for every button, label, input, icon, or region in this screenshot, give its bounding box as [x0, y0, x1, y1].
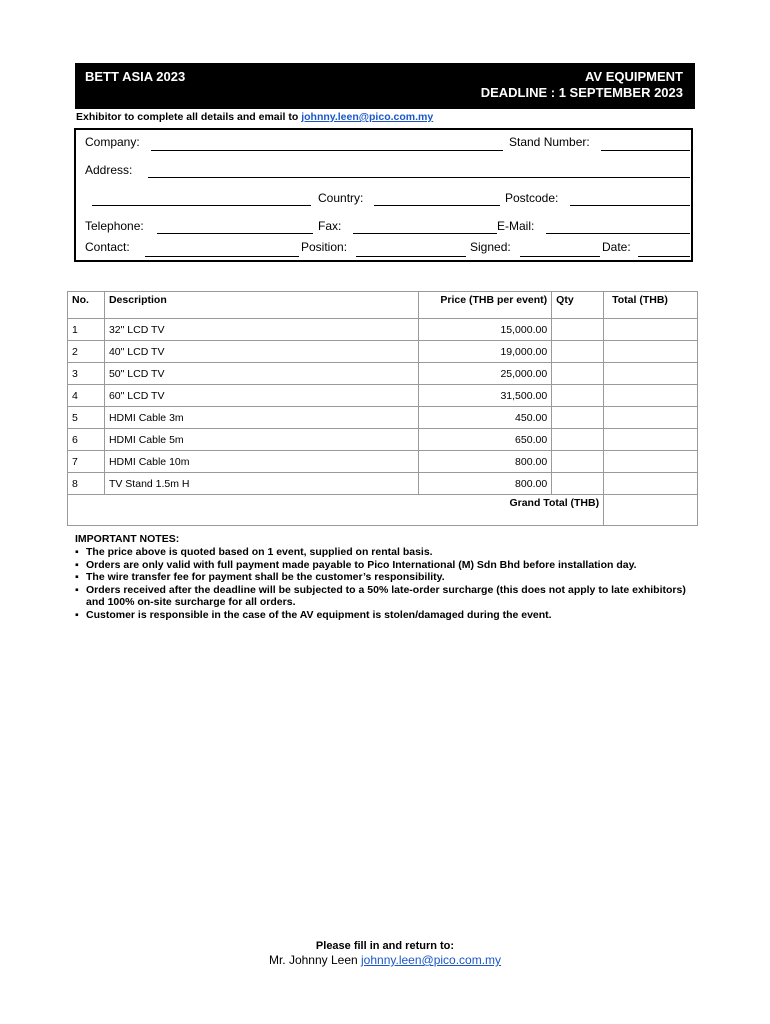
row-total-cell[interactable] — [604, 341, 698, 363]
note-text: The price above is quoted based on 1 event, supplied on rental basis. — [86, 546, 433, 558]
exhibitor-form — [74, 128, 693, 262]
note-text: Customer is responsible in the case of the AV equipment is stolen/damaged during the event. — [86, 608, 552, 621]
instruction — [76, 111, 433, 123]
telephone-field[interactable] — [157, 233, 313, 234]
note-item — [75, 609, 705, 622]
address-field-2[interactable] — [92, 205, 311, 206]
row-description: HDMI Cable 3m — [104, 407, 418, 429]
header-qty: Qty — [552, 292, 604, 319]
email-field[interactable] — [546, 233, 690, 234]
row-qty-cell[interactable] — [552, 341, 604, 363]
notes-list — [75, 546, 705, 621]
row-price: 450.00 — [419, 407, 552, 429]
deadline: DEADLINE : 1 SEPTEMBER 2023 — [480, 85, 683, 100]
contact-label: Contact: — [85, 240, 130, 254]
row-price: 25,000.00 — [419, 363, 552, 385]
bullet-icon: ▪ — [75, 571, 79, 583]
row-qty-cell[interactable] — [552, 407, 604, 429]
grand-total-label: Grand Total (THB) — [68, 495, 604, 526]
address-label: Address: — [85, 163, 133, 177]
signed-label: Signed: — [470, 240, 511, 254]
note-item — [75, 559, 705, 572]
row-price: 800.00 — [419, 451, 552, 473]
table-row — [68, 407, 698, 429]
telephone-label: Telephone: — [85, 219, 144, 233]
note-item — [75, 584, 705, 609]
footer-contact — [0, 953, 770, 967]
row-qty-cell[interactable] — [552, 363, 604, 385]
row-qty-cell[interactable] — [552, 473, 604, 495]
row-description: HDMI Cable 10m — [104, 451, 418, 473]
row-qty-cell[interactable] — [552, 319, 604, 341]
fax-label: Fax: — [318, 219, 342, 233]
row-description: 32" LCD TV — [104, 319, 418, 341]
note-text: The wire transfer fee for payment shall be the customer’s responsibility. — [86, 571, 445, 583]
row-price: 650.00 — [419, 429, 552, 451]
table-row — [68, 319, 698, 341]
row-no: 8 — [68, 473, 105, 495]
row-description: 40" LCD TV — [104, 341, 418, 363]
category-title: AV EQUIPMENT — [585, 69, 683, 84]
footer-instruction: Please fill in and return to: — [315, 940, 455, 952]
row-no: 4 — [68, 385, 105, 407]
postcode-label: Postcode: — [505, 191, 559, 205]
note-item — [75, 546, 705, 559]
bullet-icon: ▪ — [75, 558, 79, 571]
bullet-icon: ▪ — [75, 583, 79, 596]
row-qty-cell[interactable] — [552, 385, 604, 407]
note-text: Orders received after the deadline will be subjected to a 50% late-order surcharge (this does not apply to late exhibitors) and 100% on-site surcharge for all orders. — [86, 583, 686, 608]
grand-total-cell[interactable] — [604, 495, 698, 526]
row-description: 60" LCD TV — [104, 385, 418, 407]
bullet-icon: ▪ — [75, 546, 79, 558]
table-row — [68, 451, 698, 473]
row-description: 50" LCD TV — [104, 363, 418, 385]
address-field-1[interactable] — [148, 177, 690, 178]
row-total-cell[interactable] — [604, 319, 698, 341]
footer-name: Mr. Johnny Leen — [268, 953, 362, 967]
row-no: 7 — [68, 451, 105, 473]
row-no: 5 — [68, 407, 105, 429]
note-text: Orders are only valid with full payment made payable to Pico International (M) Sdn Bhd before installation day. — [86, 558, 637, 571]
company-label: Company: — [85, 135, 140, 149]
email-label: E-Mail: — [497, 219, 535, 233]
row-qty-cell[interactable] — [552, 451, 604, 473]
country-label: Country: — [318, 191, 364, 205]
country-field[interactable] — [374, 205, 500, 206]
position-field[interactable] — [356, 256, 466, 257]
table-row — [68, 341, 698, 363]
stand-number-label: Stand Number: — [509, 135, 590, 149]
footer-email-link[interactable]: johnny.leen@pico.com.my — [361, 953, 502, 967]
row-no: 1 — [68, 319, 105, 341]
event-title: BETT ASIA 2023 — [85, 69, 186, 84]
stand-number-field[interactable] — [601, 150, 690, 151]
row-total-cell[interactable] — [604, 429, 698, 451]
header-total: Total (THB) — [604, 292, 698, 319]
row-no: 3 — [68, 363, 105, 385]
row-total-cell[interactable] — [604, 363, 698, 385]
footer — [0, 940, 770, 967]
row-no: 6 — [68, 429, 105, 451]
row-price: 31,500.00 — [419, 385, 552, 407]
grand-total-row — [68, 495, 698, 526]
row-no: 2 — [68, 341, 105, 363]
table-row — [68, 429, 698, 451]
row-description: TV Stand 1.5m H — [104, 473, 418, 495]
table-row — [68, 473, 698, 495]
row-total-cell[interactable] — [604, 385, 698, 407]
important-notes — [75, 533, 705, 621]
equipment-table — [67, 291, 698, 526]
row-total-cell[interactable] — [604, 473, 698, 495]
header-description: Description — [104, 292, 418, 319]
note-item — [75, 571, 705, 584]
position-label: Position: — [301, 240, 348, 254]
row-price: 800.00 — [419, 473, 552, 495]
instruction-text: Exhibitor to complete all details and email to — [76, 111, 302, 123]
header-no: No. — [68, 292, 105, 319]
contact-field[interactable] — [145, 256, 299, 257]
row-total-cell[interactable] — [604, 407, 698, 429]
company-field[interactable] — [151, 150, 503, 151]
row-qty-cell[interactable] — [552, 429, 604, 451]
table-row — [68, 385, 698, 407]
header-banner — [75, 63, 695, 109]
instruction-email-link[interactable]: johnny.leen@pico.com.my — [301, 111, 434, 123]
row-price: 19,000.00 — [419, 341, 552, 363]
bullet-icon: ▪ — [75, 608, 79, 621]
notes-title: IMPORTANT NOTES: — [75, 533, 180, 545]
header-price: Price (THB per event) — [419, 292, 552, 319]
fax-field[interactable] — [353, 233, 497, 234]
postcode-field[interactable] — [570, 205, 690, 206]
table-header-row — [68, 292, 698, 319]
row-description: HDMI Cable 5m — [104, 429, 418, 451]
table-row — [68, 363, 698, 385]
date-label: Date: — [602, 240, 631, 254]
row-price: 15,000.00 — [419, 319, 552, 341]
row-total-cell[interactable] — [604, 451, 698, 473]
date-field[interactable] — [638, 256, 690, 257]
signed-field[interactable] — [520, 256, 600, 257]
